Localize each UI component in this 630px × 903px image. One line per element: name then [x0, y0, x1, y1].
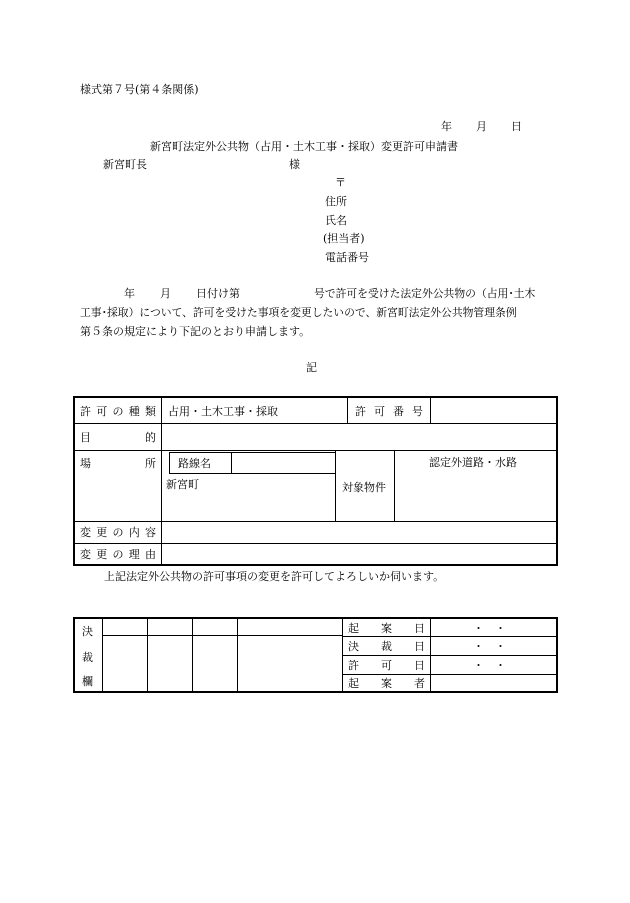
drafter-label: 起 案 者	[348, 677, 425, 690]
seal-box-2[interactable]	[147, 635, 193, 693]
target-label: 対象物件	[342, 481, 386, 494]
seal-header-1[interactable]	[102, 617, 148, 636]
applicant-name-label: 氏名	[325, 214, 347, 227]
postal-mark: 〒	[335, 176, 346, 189]
drafted-date-label: 起 案 日	[348, 622, 425, 635]
approval-note: 上記法定外公共物の許可事項の変更を許可してよろしいか伺います。	[104, 570, 445, 583]
permit-date-label-cell	[342, 655, 431, 675]
approval-side-label-1: 決	[82, 625, 93, 638]
seal-header-2[interactable]	[147, 617, 193, 636]
permit-date-value: ・ ・	[473, 659, 506, 672]
body-month: 月	[160, 287, 171, 300]
applicant-contact-label: (担当者)	[323, 232, 365, 245]
decision-date-value: ・ ・	[473, 640, 506, 653]
change-content-label-cell	[73, 521, 162, 544]
applicant-address-label: 住所	[325, 195, 347, 208]
drafted-date-value-cell[interactable]	[430, 617, 558, 637]
seal-box-4[interactable]	[237, 635, 343, 693]
route-name-value-cell[interactable]	[231, 452, 336, 474]
route-name-label-cell	[169, 452, 232, 474]
change-reason-label-cell	[73, 543, 162, 566]
date-year: 年	[441, 120, 452, 133]
seal-box-3[interactable]	[192, 635, 238, 693]
permit-date-label: 許 可 日	[348, 659, 425, 672]
target-value-cell[interactable]	[394, 450, 558, 522]
document-title: 新宮町法定外公共物（占用・土木工事・採取）変更許可申請書	[150, 140, 458, 153]
permit-type-value: 占用・土木工事・採取	[168, 405, 278, 418]
location-label: 場 所	[80, 457, 156, 470]
drafter-value-cell[interactable]	[430, 674, 558, 693]
permit-type-label-cell	[73, 396, 162, 424]
addressee-name: 新宮町長	[103, 158, 147, 171]
permit-date-value-cell[interactable]	[430, 655, 558, 675]
purpose-value-cell[interactable]	[161, 423, 558, 451]
form-number: 様式第７号(第４条関係)	[80, 83, 199, 96]
seal-header-3[interactable]	[192, 617, 238, 636]
decision-date-label-cell	[342, 636, 431, 656]
date-month: 月	[476, 120, 487, 133]
applicant-phone-label: 電話番号	[325, 251, 369, 264]
permit-type-value-cell[interactable]	[161, 396, 348, 424]
body-year: 年	[124, 287, 135, 300]
purpose-label: 目 的	[80, 431, 156, 444]
approval-side-label-2: 裁	[82, 651, 93, 664]
target-label-cell	[335, 450, 395, 522]
change-reason-value-cell[interactable]	[161, 543, 558, 566]
addressee-honorific: 様	[289, 158, 300, 171]
change-reason-label: 変 更 の 理 由	[80, 548, 156, 561]
change-content-label: 変 更 の 内 容	[80, 526, 156, 539]
route-name-label: 路線名	[178, 457, 211, 470]
drafted-date-label-cell	[342, 617, 431, 637]
town-value: 新宮町	[166, 478, 199, 491]
body-line2: 工事･採取）について、許可を受けた事項を変更したいので、新宮町法定外公共物管理条例	[80, 306, 517, 319]
permit-no-value-cell[interactable]	[430, 396, 558, 424]
permit-no-label-cell	[347, 396, 431, 424]
body-line3: 第５条の規定により下記のとおり申請します。	[80, 325, 311, 338]
drafter-label-cell	[342, 674, 431, 693]
body-dated: 日付け第	[196, 287, 240, 300]
drafted-date-value: ・ ・	[473, 622, 506, 635]
date-day: 日	[511, 120, 522, 133]
approval-side-label-cell	[73, 617, 103, 693]
permit-type-label: 許 可 の 種 類	[80, 405, 156, 418]
approval-side-label-3: 欄	[82, 675, 93, 688]
permit-no-label: 許 可 番 号	[355, 405, 423, 418]
seal-header-4[interactable]	[237, 617, 343, 636]
seal-box-1[interactable]	[102, 635, 148, 693]
location-label-cell	[73, 450, 162, 522]
decision-date-label: 決 裁 日	[348, 640, 425, 653]
purpose-label-cell	[73, 423, 162, 451]
decision-date-value-cell[interactable]	[430, 636, 558, 656]
ki-heading: 記	[306, 361, 317, 374]
change-content-value-cell[interactable]	[161, 521, 558, 544]
target-value: 認定外道路・水路	[429, 456, 517, 469]
body-line1-rest: 号で許可を受けた法定外公共物の（占用･土木	[314, 287, 536, 300]
